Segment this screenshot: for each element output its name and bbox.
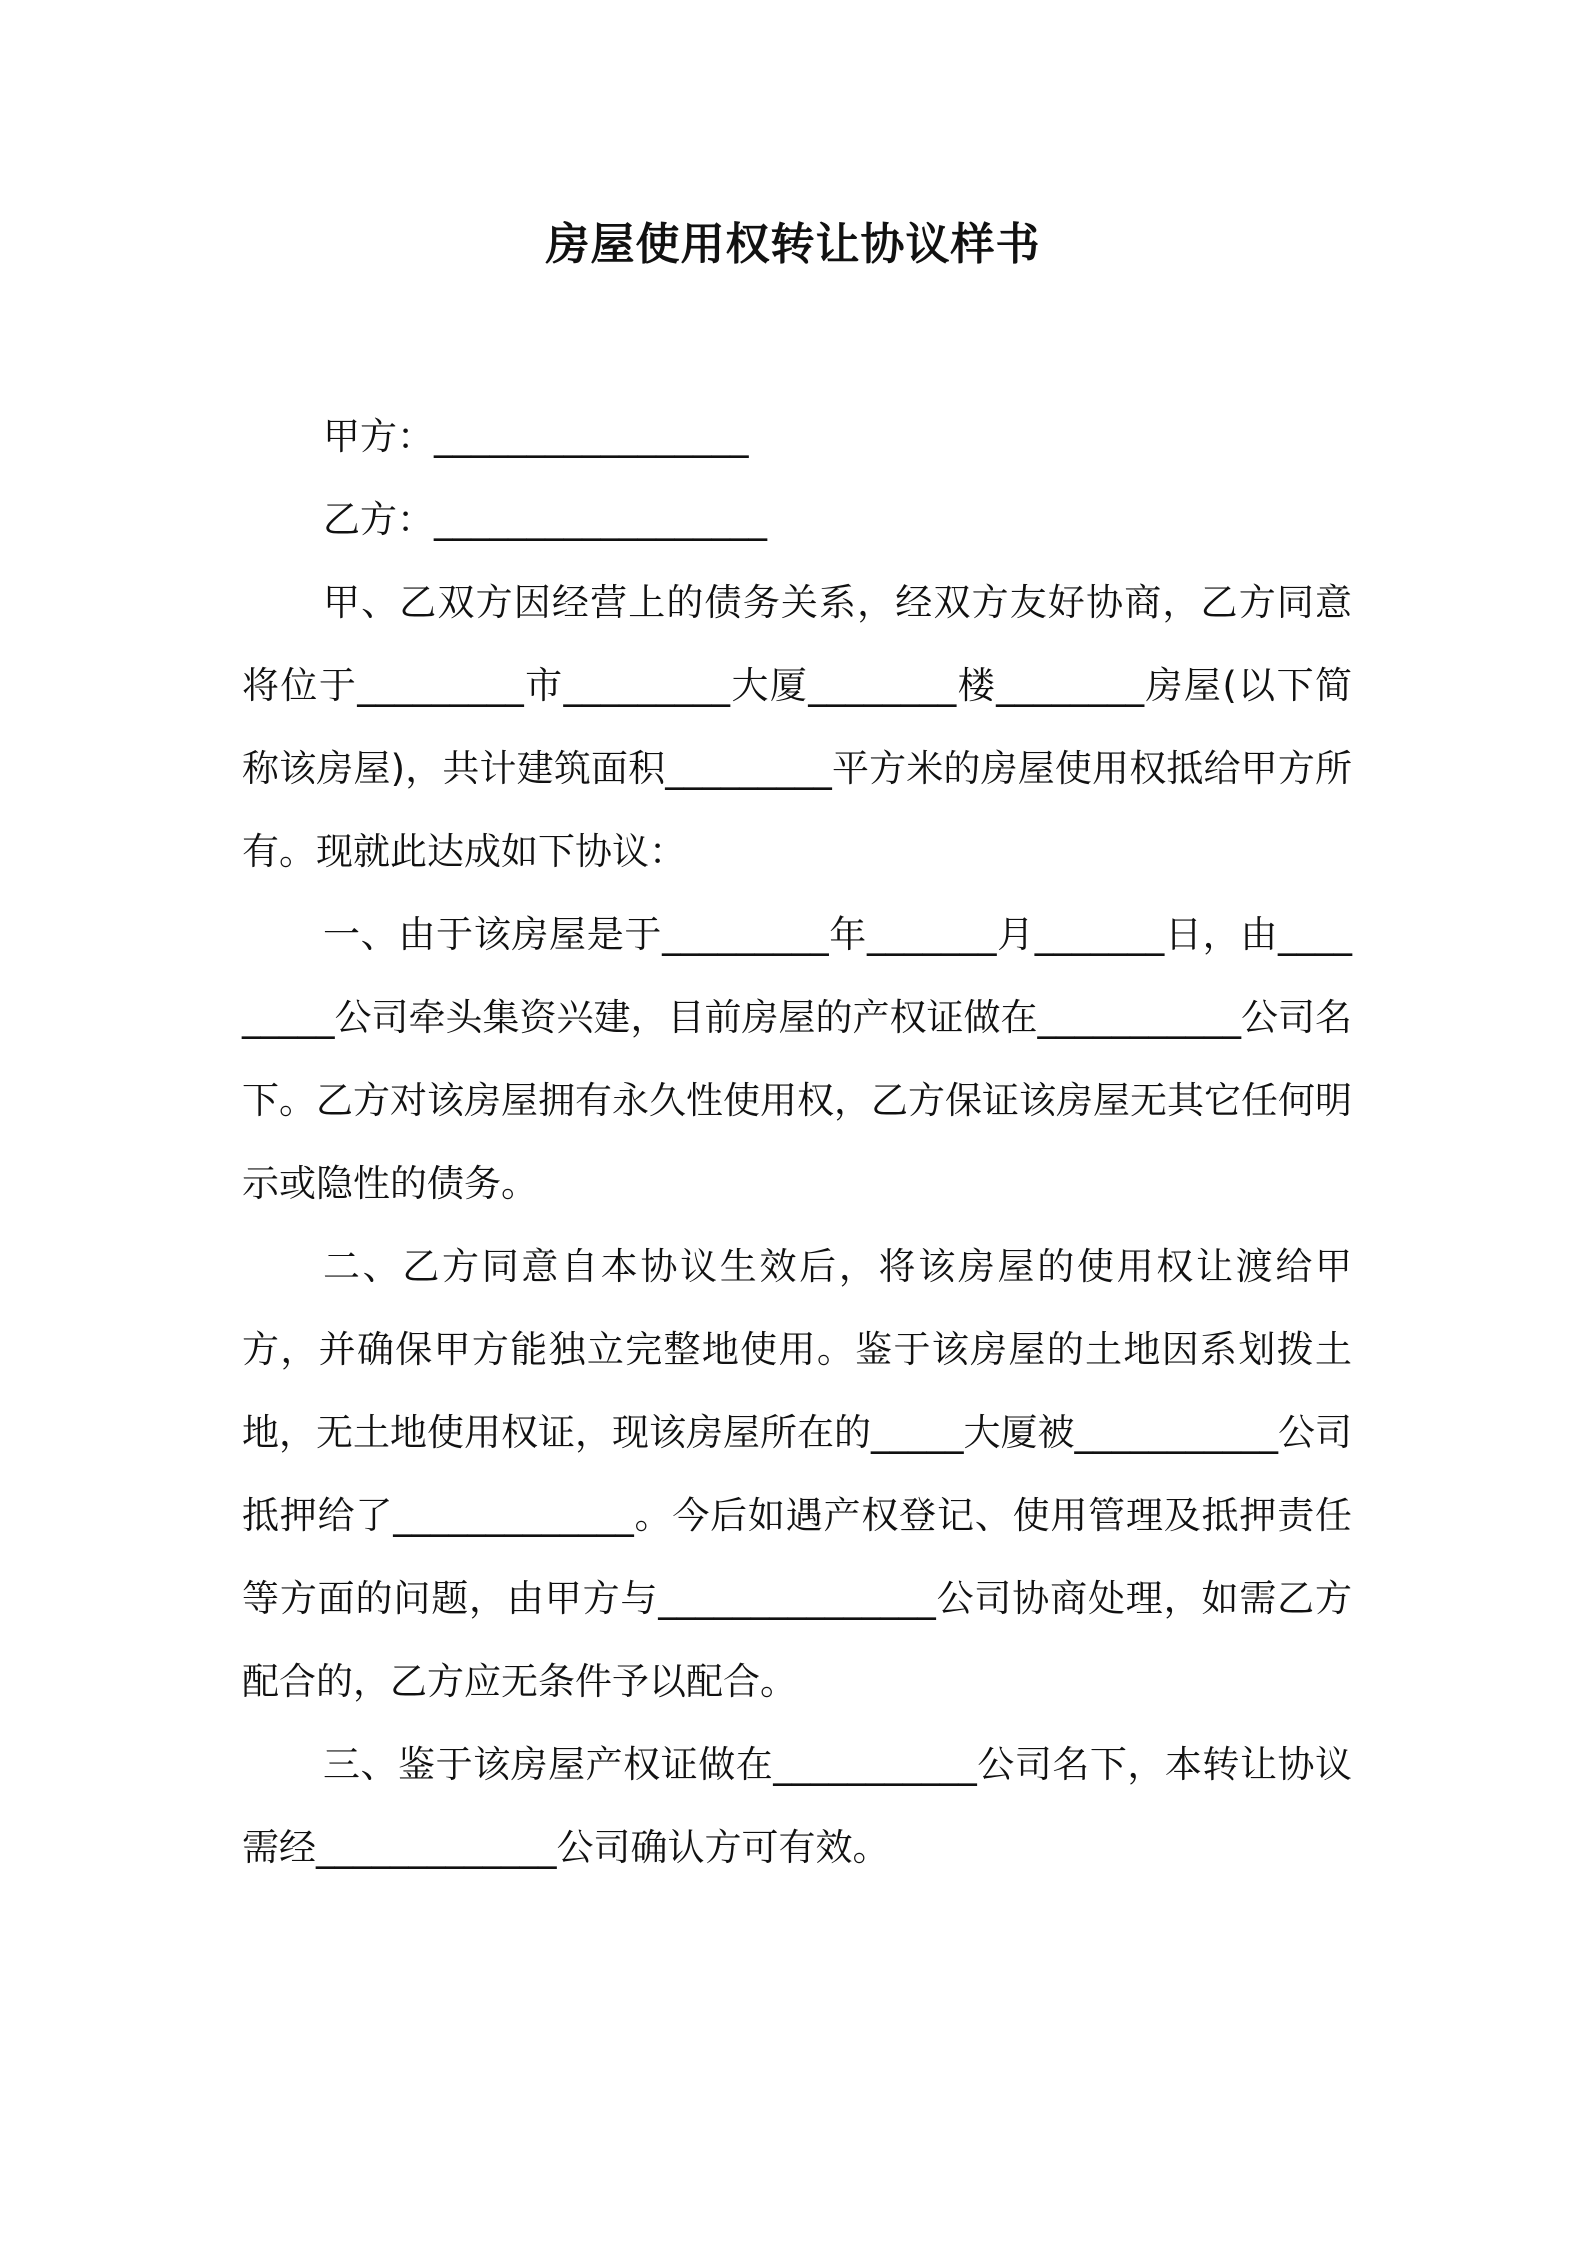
document-title: 房屋使用权转让协议样书 [545, 219, 1041, 270]
intro-paragraph: 甲、乙双方因经营上的债务关系，经双方友好协商，乙方同意将位于_________市_________大厦________楼________房屋(以下简称该房屋)，共计建筑面积_________平方米的房屋使用权抵给甲方所有。现就此达成如下协议： [242, 581, 1352, 873]
clause-2-paragraph: 二、乙方同意自本协议生效后，将该房屋的使用权让渡给甲方，并确保甲方能独立完整地使用。鉴于该房屋的土地因系划拨土地，无土地使用权证，现该房屋所在的_____大厦被___________公司抵押给了_____________。今后如遇产权登记、使用管理及抵押责任等方面的问题，由甲方与_______________公司协商处理，如需乙方配合的，乙方应无条件予以配合。 [242, 1245, 1352, 1703]
party-b-line: 乙方：__________________ [323, 498, 767, 541]
party-a-line: 甲方：_________________ [323, 415, 749, 458]
clause-1-paragraph: 一、由于该房屋是于_________年_______月_______日，由_________公司牵头集资兴建，目前房屋的产权证做在___________公司名下。乙方对该房屋拥有永久性使用权，乙方保证该房屋无其它任何明示或隐性的债务。 [242, 913, 1352, 1205]
document-body [242, 395, 1352, 1889]
clause-3-paragraph: 三、鉴于该房屋产权证做在___________公司名下，本转让协议需经_____________公司确认方可有效。 [242, 1743, 1352, 1869]
